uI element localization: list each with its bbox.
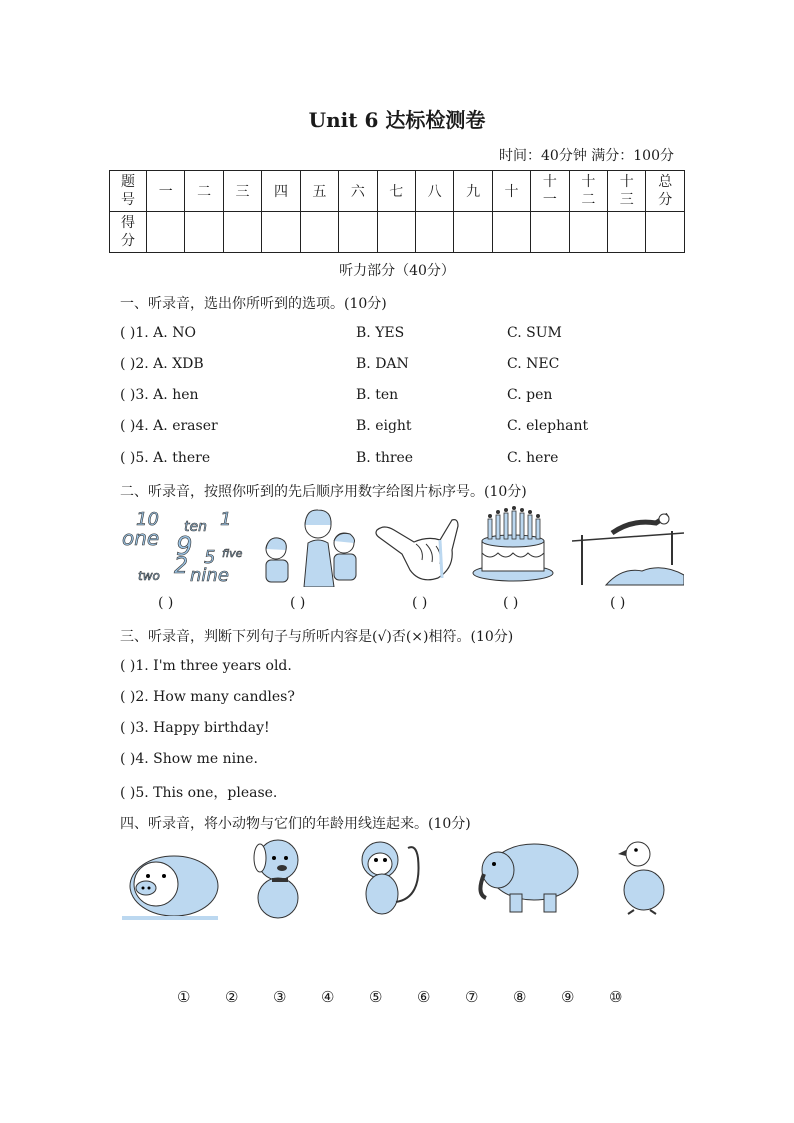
doodle-nine: nine [190, 565, 229, 586]
section-2-title: 二、听录音，按照你听到的先后顺序用数字给图片标序号。(10分) [120, 484, 527, 500]
score-cell[interactable] [377, 212, 415, 253]
score-table-score-row [110, 212, 685, 253]
doodle-1: 1 [220, 509, 232, 530]
option-b: B. eight [356, 418, 412, 434]
score-table-row-label: 题 号 [110, 171, 147, 212]
score-col: 二 [185, 171, 223, 212]
score-col: 一 [147, 171, 185, 212]
doodle-10: 10 [136, 509, 159, 530]
doodle-one: one [122, 526, 160, 550]
judge-row: ( )1. I'm three years old. [120, 658, 292, 674]
section-3-title: 三、听录音，判断下列句子与所听内容是(√)否(×)相符。(10分) [120, 629, 514, 645]
age-number[interactable]: ② [225, 988, 239, 1006]
page-title: Unit 6 达标检测卷 [308, 108, 486, 132]
question-row: ( )2. A. XDB [120, 356, 204, 372]
age-number[interactable]: ⑨ [561, 988, 575, 1006]
judge-row: ( )5. This one，please. [120, 785, 278, 801]
order-blank[interactable]: ( ) [158, 595, 174, 611]
score-col: 十 二 [569, 171, 607, 212]
age-number[interactable]: ⑧ [513, 988, 527, 1006]
score-cell[interactable] [646, 212, 685, 253]
question-row: ( )4. A. eraser [120, 418, 218, 434]
score-col: 总 分 [646, 171, 685, 212]
family-picture [256, 505, 366, 587]
score-col: 八 [415, 171, 453, 212]
monkey-picture [352, 838, 428, 918]
order-blank[interactable]: ( ) [290, 595, 306, 611]
dog-picture [246, 836, 312, 920]
option-b: B. YES [356, 325, 405, 341]
score-col: 五 [300, 171, 338, 212]
option-c: C. elephant [507, 418, 589, 434]
score-table-row-label: 得 分 [110, 212, 147, 253]
option-c: C. SUM [507, 325, 562, 341]
elephant-picture [474, 838, 584, 918]
judge-row: ( )4. Show me nine. [120, 751, 258, 767]
score-cell[interactable] [262, 212, 300, 253]
doodle-two: two [138, 569, 160, 583]
option-c: C. here [507, 450, 559, 466]
score-cell[interactable] [415, 212, 453, 253]
score-col: 三 [223, 171, 261, 212]
age-number[interactable]: ⑤ [369, 988, 383, 1006]
question-row: ( )3. A. hen [120, 387, 199, 403]
question-row: ( )1. A. NO [120, 325, 196, 341]
pig-picture [118, 840, 222, 920]
option-c: C. NEC [507, 356, 560, 372]
doodle-9: 9 [176, 532, 193, 562]
score-cell[interactable] [339, 212, 377, 253]
doodle-2: 2 [174, 554, 188, 579]
age-number[interactable]: ⑩ [609, 988, 623, 1006]
score-table-header-row [110, 171, 685, 212]
score-col: 十 三 [608, 171, 646, 212]
option-c: C. pen [507, 387, 553, 403]
hand-sign-picture [372, 510, 462, 586]
doodle-five: five [222, 547, 243, 560]
age-number[interactable]: ① [177, 988, 191, 1006]
order-blank[interactable]: ( ) [610, 595, 626, 611]
score-cell[interactable] [185, 212, 223, 253]
judge-row: ( )2. How many candles? [120, 689, 295, 705]
score-cell[interactable] [531, 212, 569, 253]
option-b: B. DAN [356, 356, 409, 372]
age-number[interactable]: ⑦ [465, 988, 479, 1006]
option-b: B. three [356, 450, 414, 466]
order-blank[interactable]: ( ) [503, 595, 519, 611]
birthday-cake-picture [468, 505, 558, 585]
order-blank[interactable]: ( ) [412, 595, 428, 611]
section-4-title: 四、听录音，将小动物与它们的年龄用线连起来。(10分) [120, 816, 471, 832]
score-cell[interactable] [147, 212, 185, 253]
doodle-ten: ten [184, 519, 207, 535]
listening-header: 听力部分（40分） [339, 263, 455, 279]
score-cell[interactable] [608, 212, 646, 253]
question-row: ( )5. A. there [120, 450, 211, 466]
section-1-title: 一、听录音，选出你所听到的选项。(10分) [120, 296, 387, 312]
duck-picture [616, 834, 676, 918]
option-b: B. ten [356, 387, 399, 403]
age-number[interactable]: ③ [273, 988, 287, 1006]
score-cell[interactable] [569, 212, 607, 253]
score-col: 九 [454, 171, 492, 212]
age-number[interactable]: ⑥ [417, 988, 431, 1006]
score-col: 六 [339, 171, 377, 212]
high-jump-picture [572, 505, 684, 587]
score-col: 十 [492, 171, 530, 212]
score-col: 七 [377, 171, 415, 212]
exam-meta: 时间：40分钟 满分：100分 [499, 148, 674, 164]
score-cell[interactable] [223, 212, 261, 253]
age-number[interactable]: ④ [321, 988, 335, 1006]
score-col: 四 [262, 171, 300, 212]
score-col: 十 一 [531, 171, 569, 212]
score-cell[interactable] [454, 212, 492, 253]
judge-row: ( )3. Happy birthday! [120, 720, 270, 736]
doodle-5: 5 [204, 547, 216, 568]
score-table [109, 170, 685, 253]
score-cell[interactable] [492, 212, 530, 253]
number-words-picture [118, 505, 248, 587]
score-cell[interactable] [300, 212, 338, 253]
